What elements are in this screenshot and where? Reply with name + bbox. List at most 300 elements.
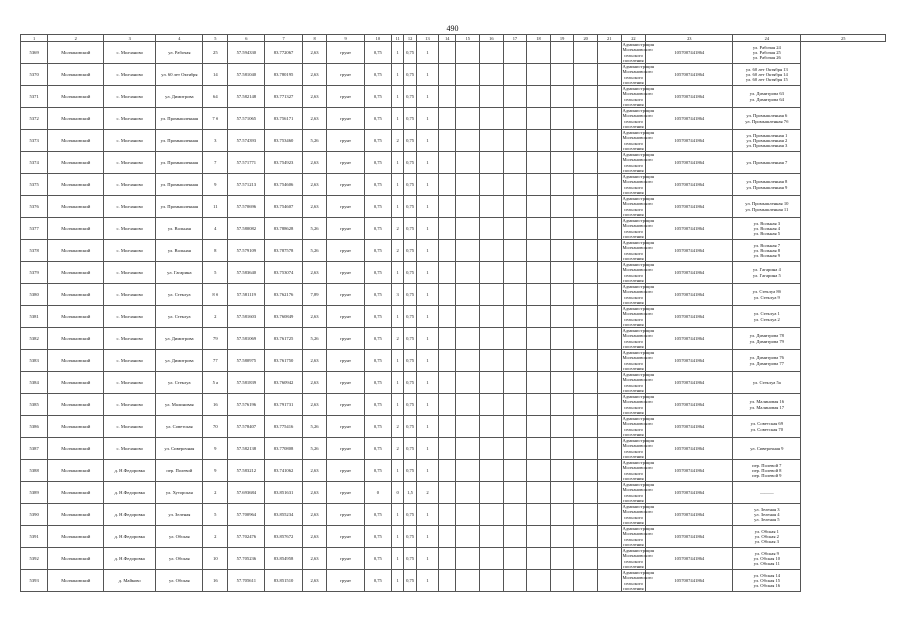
cell-district: Молчановский bbox=[48, 130, 104, 152]
cell-settlement: с. Молчаново bbox=[104, 438, 156, 460]
cell-settlement: с. Молчаново bbox=[104, 130, 156, 152]
cell-empty bbox=[503, 460, 527, 482]
address-line: ул. Промышленная 3 bbox=[746, 143, 788, 149]
cell-empty bbox=[439, 438, 456, 460]
cell-lat: 57.594330 bbox=[228, 42, 265, 64]
cell-area: 2,63 bbox=[302, 526, 327, 548]
cell-inn: 1057007441864 bbox=[646, 42, 733, 64]
column-number-cell: 4 bbox=[156, 35, 203, 42]
cell-owner bbox=[621, 262, 654, 284]
cell-house: 2 bbox=[203, 306, 228, 328]
owner-line: Администрация bbox=[622, 504, 654, 510]
cell-empty bbox=[527, 570, 551, 592]
cell-lat: 57.582148 bbox=[228, 86, 265, 108]
cell-district: Молчановский bbox=[48, 394, 104, 416]
cell-street: ул. Малиновая bbox=[156, 394, 203, 416]
cell-inn: 1057007441864 bbox=[646, 152, 733, 174]
cell-area: 2,63 bbox=[302, 482, 327, 504]
cell-street: ул. Промышленная bbox=[156, 130, 203, 152]
cell-c11: 0,75 bbox=[364, 350, 391, 372]
cell-empty bbox=[480, 130, 504, 152]
cell-settlement: д. Н.Федоровка bbox=[104, 526, 156, 548]
cell-settlement: с. Молчаново bbox=[104, 86, 156, 108]
cell-n: 5386 bbox=[21, 416, 48, 438]
address-line: ул. Промышленная 2 bbox=[746, 137, 788, 143]
cell-settlement: с. Молчаново bbox=[104, 306, 156, 328]
cell-empty bbox=[456, 372, 480, 394]
cell-empty bbox=[597, 174, 621, 196]
cell-surface: грунт bbox=[327, 350, 364, 372]
cell-addresses bbox=[733, 328, 801, 350]
owner-line: Администрация bbox=[622, 548, 654, 554]
cell-lat: 57.705236 bbox=[228, 548, 265, 570]
cell-settlement: с. Молчаново bbox=[104, 240, 156, 262]
cell-settlement: с. Молчаново bbox=[104, 196, 156, 218]
owner-line: Администрация bbox=[622, 262, 654, 268]
cell-empty bbox=[574, 328, 598, 350]
cell-empty bbox=[574, 152, 598, 174]
cell-c13: 0,75 bbox=[404, 42, 416, 64]
cell-c13: 0,75 bbox=[404, 108, 416, 130]
cell-c12: 2 bbox=[391, 130, 403, 152]
cell-c14: 1 bbox=[416, 394, 438, 416]
cell-house: 79 bbox=[203, 328, 228, 350]
cell-district: Молчановский bbox=[48, 570, 104, 592]
cell-area: 2,63 bbox=[302, 306, 327, 328]
cell-house: 9 bbox=[203, 174, 228, 196]
cell-c12: 2 bbox=[391, 240, 403, 262]
cell-street: ул. Сиверочная bbox=[156, 438, 203, 460]
cell-lat: 57.570696 bbox=[228, 196, 265, 218]
address-line: ул. Обская 10 bbox=[753, 555, 781, 561]
cell-addresses bbox=[733, 42, 801, 64]
cell-c12: 1 bbox=[391, 460, 403, 482]
cell-c13: 0,75 bbox=[404, 504, 416, 526]
cell-c12: 1 bbox=[391, 262, 403, 284]
cell-empty bbox=[550, 548, 574, 570]
table-row bbox=[21, 284, 886, 306]
cell-street: пер. Полевой bbox=[156, 460, 203, 482]
table-row bbox=[21, 394, 886, 416]
cell-street: ул. Обская bbox=[156, 548, 203, 570]
cell-inn: 1057007441864 bbox=[646, 196, 733, 218]
cell-empty bbox=[597, 284, 621, 306]
cell-c13: 0,75 bbox=[404, 218, 416, 240]
cell-house: 4 bbox=[203, 218, 228, 240]
cell-empty bbox=[456, 548, 480, 570]
cell-house: 64 bbox=[203, 86, 228, 108]
cell-empty bbox=[574, 196, 598, 218]
column-number-cell: 20 bbox=[574, 35, 598, 42]
column-number-cell: 10 bbox=[364, 35, 391, 42]
cell-empty bbox=[456, 328, 480, 350]
owner-line: поселения bbox=[623, 519, 644, 525]
cell-addresses bbox=[733, 86, 801, 108]
owner-line: Молчановского сельского bbox=[622, 443, 653, 454]
cell-c14: 1 bbox=[416, 108, 438, 130]
address-line: ул. Обская 16 bbox=[753, 583, 781, 589]
address-line: пер. Полевой 8 bbox=[752, 467, 782, 473]
cell-c14: 1 bbox=[416, 328, 438, 350]
owner-line: Молчановского сельского bbox=[622, 179, 653, 190]
cell-district: Молчановский bbox=[48, 262, 104, 284]
cell-empty bbox=[456, 42, 480, 64]
cell-empty bbox=[597, 350, 621, 372]
cell-street: ул. Стеклуа bbox=[156, 372, 203, 394]
cell-empty bbox=[456, 482, 480, 504]
cell-c12: 1 bbox=[391, 394, 403, 416]
cell-c11: 0,75 bbox=[364, 174, 391, 196]
cell-c14: 1 bbox=[416, 86, 438, 108]
cell-empty bbox=[527, 152, 551, 174]
cell-empty bbox=[480, 416, 504, 438]
cell-surface: грунт bbox=[327, 416, 364, 438]
owner-line: Администрация bbox=[622, 372, 654, 378]
cell-street: ул. Промышленная bbox=[156, 174, 203, 196]
cell-area: 7,89 bbox=[302, 284, 327, 306]
column-number-cell: 1 bbox=[21, 35, 48, 42]
cell-n: 5387 bbox=[21, 438, 48, 460]
cell-c14: 1 bbox=[416, 350, 438, 372]
cell-empty bbox=[439, 350, 456, 372]
cell-empty bbox=[527, 372, 551, 394]
cell-empty bbox=[550, 174, 574, 196]
table-row bbox=[21, 306, 886, 328]
cell-c13: 0,75 bbox=[404, 64, 416, 86]
cell-empty bbox=[550, 86, 574, 108]
cell-c11: 0,75 bbox=[364, 152, 391, 174]
cell-empty bbox=[439, 504, 456, 526]
cell-area: 2,63 bbox=[302, 394, 327, 416]
cell-addresses bbox=[733, 64, 801, 86]
owner-line: Молчановского сельского bbox=[622, 355, 653, 366]
cell-street: ул. Стеклуа bbox=[156, 306, 203, 328]
address-line: ул. Обская 9 bbox=[754, 550, 779, 556]
cell-house: 77 bbox=[203, 350, 228, 372]
cell-district: Молчановский bbox=[48, 174, 104, 196]
address-line: ул. Промышленная 1 bbox=[746, 132, 788, 138]
cell-street: ул. Зеленая bbox=[156, 504, 203, 526]
cell-empty bbox=[550, 262, 574, 284]
cell-c14: 1 bbox=[416, 64, 438, 86]
cell-settlement: д. Н.Федоровка bbox=[104, 504, 156, 526]
cell-c13: 0,75 bbox=[404, 394, 416, 416]
cell-street: ул. Димитрова bbox=[156, 86, 203, 108]
cell-lat: 57.693684 bbox=[228, 482, 265, 504]
column-number-cell: 24 bbox=[733, 35, 801, 42]
cell-district: Молчановский bbox=[48, 152, 104, 174]
cell-owner bbox=[621, 482, 654, 504]
owner-line: поселения bbox=[623, 409, 644, 415]
cell-surface: грунт bbox=[327, 152, 364, 174]
cell-house: 2 bbox=[203, 482, 228, 504]
cell-empty bbox=[597, 548, 621, 570]
owner-line: Молчановского сельского bbox=[622, 575, 653, 586]
cell-lat: 57.574393 bbox=[228, 130, 265, 152]
cell-addresses bbox=[733, 350, 801, 372]
column-number-cell: 7 bbox=[265, 35, 302, 42]
cell-c14: 1 bbox=[416, 306, 438, 328]
owner-line: поселения bbox=[623, 321, 644, 327]
cell-empty bbox=[527, 504, 551, 526]
cell-empty bbox=[527, 130, 551, 152]
cell-district: Молчановский bbox=[48, 240, 104, 262]
cell-area: 2,63 bbox=[302, 152, 327, 174]
cell-lat: 57.583640 bbox=[228, 262, 265, 284]
cell-empty bbox=[503, 548, 527, 570]
cell-empty bbox=[574, 460, 598, 482]
cell-district: Молчановский bbox=[48, 218, 104, 240]
cell-lon: 83.756171 bbox=[265, 108, 302, 130]
owner-line: поселения bbox=[623, 343, 644, 349]
cell-lon: 83.854958 bbox=[265, 548, 302, 570]
cell-empty bbox=[550, 284, 574, 306]
cell-settlement: с. Молчаново bbox=[104, 174, 156, 196]
cell-house: 2 bbox=[203, 526, 228, 548]
cell-district: Молчановский bbox=[48, 372, 104, 394]
cell-empty bbox=[439, 86, 456, 108]
cell-settlement: с. Молчаново bbox=[104, 218, 156, 240]
cell-empty bbox=[527, 196, 551, 218]
owner-line: поселения bbox=[623, 189, 644, 195]
cell-empty bbox=[439, 174, 456, 196]
cell-empty bbox=[574, 284, 598, 306]
cell-empty bbox=[597, 416, 621, 438]
cell-empty bbox=[597, 306, 621, 328]
owner-line: поселения bbox=[623, 101, 644, 107]
cell-area: 5,26 bbox=[302, 438, 327, 460]
table-body bbox=[21, 42, 886, 592]
table-row bbox=[21, 460, 886, 482]
cell-owner bbox=[621, 218, 654, 240]
cell-c12: 1 bbox=[391, 108, 403, 130]
cell-n: 5381 bbox=[21, 306, 48, 328]
cell-district: Молчановский bbox=[48, 438, 104, 460]
cell-c13: 0,75 bbox=[404, 526, 416, 548]
cell-surface: грунт bbox=[327, 218, 364, 240]
table-row bbox=[21, 548, 886, 570]
cell-empty bbox=[456, 86, 480, 108]
cell-c13: 0,75 bbox=[404, 262, 416, 284]
cell-empty bbox=[456, 196, 480, 218]
cell-empty bbox=[597, 262, 621, 284]
cell-empty bbox=[527, 548, 551, 570]
address-line: ул. Димитрова 77 bbox=[749, 360, 784, 366]
cell-owner bbox=[621, 108, 654, 130]
cell-street: ул. 60 лет Октября bbox=[156, 64, 203, 86]
cell-empty bbox=[597, 482, 621, 504]
cell-empty bbox=[597, 526, 621, 548]
address-line: ул. Стеклуа 1 bbox=[753, 311, 780, 317]
cell-owner bbox=[621, 64, 654, 86]
table-row bbox=[21, 350, 886, 372]
cell-empty bbox=[503, 196, 527, 218]
cell-surface: грунт bbox=[327, 240, 364, 262]
cell-empty bbox=[503, 174, 527, 196]
owner-line: Молчановского сельского bbox=[622, 421, 653, 432]
cell-c14: 1 bbox=[416, 438, 438, 460]
cell-empty bbox=[439, 152, 456, 174]
cell-surface: грунт bbox=[327, 570, 364, 592]
cell-empty bbox=[439, 42, 456, 64]
cell-empty bbox=[574, 262, 598, 284]
cell-c12: 1 bbox=[391, 306, 403, 328]
cell-district: Молчановский bbox=[48, 548, 104, 570]
cell-c12: 1 bbox=[391, 504, 403, 526]
cell-c14: 1 bbox=[416, 262, 438, 284]
cell-empty bbox=[527, 526, 551, 548]
cell-addresses bbox=[733, 262, 801, 284]
cell-addresses bbox=[733, 438, 801, 460]
cell-empty bbox=[503, 504, 527, 526]
cell-empty bbox=[574, 218, 598, 240]
cell-empty bbox=[439, 482, 456, 504]
cell-owner bbox=[621, 306, 654, 328]
cell-surface: грунт bbox=[327, 86, 364, 108]
cell-c12: 2 bbox=[391, 218, 403, 240]
cell-street: ул. Димитрова bbox=[156, 350, 203, 372]
cell-empty bbox=[503, 526, 527, 548]
cell-empty bbox=[503, 438, 527, 460]
cell-empty bbox=[597, 372, 621, 394]
cell-lat: 57.571771 bbox=[228, 152, 265, 174]
cell-owner bbox=[621, 504, 654, 526]
address-line: ул. 60 лет Октября 14 bbox=[745, 71, 788, 77]
address-line: ул. Гагарина 4 bbox=[752, 267, 781, 273]
table-row bbox=[21, 438, 886, 460]
cell-inn: 1057007441864 bbox=[646, 438, 733, 460]
cell-c11: 0,75 bbox=[364, 262, 391, 284]
cell-street: ул. Промышленная bbox=[156, 152, 203, 174]
owner-line: Молчановского сельского bbox=[622, 311, 653, 322]
cell-house: 7 bbox=[203, 152, 228, 174]
cell-n: 5377 bbox=[21, 218, 48, 240]
cell-addresses bbox=[733, 306, 801, 328]
cell-owner bbox=[621, 174, 654, 196]
cell-surface: грунт bbox=[327, 42, 364, 64]
cell-lon: 83.775416 bbox=[265, 416, 302, 438]
address-line: ул. Вольная 4 bbox=[753, 225, 781, 231]
owner-line: Молчановского сельского bbox=[622, 47, 653, 58]
cell-c12: 2 bbox=[391, 416, 403, 438]
column-number-cell: 5 bbox=[203, 35, 228, 42]
cell-n: 5378 bbox=[21, 240, 48, 262]
cell-empty bbox=[439, 262, 456, 284]
cell-addresses bbox=[733, 394, 801, 416]
address-line: пер. Полевой 9 bbox=[752, 473, 782, 479]
address-line: ул. 60 лет Октября 15 bbox=[745, 77, 788, 83]
cell-empty bbox=[439, 196, 456, 218]
cell-empty bbox=[527, 460, 551, 482]
owner-line: поселения bbox=[623, 387, 644, 393]
cell-c11: 0,75 bbox=[364, 108, 391, 130]
owner-line: поселения bbox=[623, 57, 644, 63]
cell-district: Молчановский bbox=[48, 482, 104, 504]
cell-c14: 1 bbox=[416, 240, 438, 262]
cell-addresses bbox=[733, 570, 801, 592]
cell-lat: 57.700964 bbox=[228, 504, 265, 526]
address-line: ул. Обская 1 bbox=[754, 528, 779, 534]
owner-line: Молчановского сельского bbox=[622, 377, 653, 388]
cell-c13: 0,75 bbox=[404, 372, 416, 394]
owner-line: Молчановского сельского bbox=[622, 201, 653, 212]
cell-house: 14 bbox=[203, 64, 228, 86]
cell-c11: 0,75 bbox=[364, 372, 391, 394]
cell-district: Молчановский bbox=[48, 306, 104, 328]
table-row bbox=[21, 218, 886, 240]
cell-owner bbox=[621, 416, 654, 438]
owner-line: поселения bbox=[623, 79, 644, 85]
owner-line: Администрация bbox=[622, 218, 654, 224]
table-row bbox=[21, 526, 886, 548]
data-table bbox=[20, 34, 886, 592]
cell-lat: 57.579109 bbox=[228, 240, 265, 262]
cell-empty bbox=[456, 570, 480, 592]
cell-c11: 0,75 bbox=[364, 86, 391, 108]
cell-inn: 1057007441864 bbox=[646, 372, 733, 394]
cell-addresses bbox=[733, 196, 801, 218]
cell-surface: грунт bbox=[327, 284, 364, 306]
cell-empty bbox=[439, 570, 456, 592]
table-row bbox=[21, 174, 886, 196]
owner-line: поселения bbox=[623, 431, 644, 437]
owner-line: Администрация bbox=[622, 86, 654, 92]
cell-c14: 1 bbox=[416, 416, 438, 438]
cell-street: ул. Промышленная bbox=[156, 196, 203, 218]
owner-line: Молчановского сельского bbox=[622, 333, 653, 344]
cell-empty bbox=[527, 416, 551, 438]
cell-empty bbox=[550, 306, 574, 328]
cell-area: 2,63 bbox=[302, 504, 327, 526]
cell-empty bbox=[439, 328, 456, 350]
cell-c11: 0,75 bbox=[364, 240, 391, 262]
cell-district: Молчановский bbox=[48, 42, 104, 64]
owner-line: Администрация bbox=[622, 394, 654, 400]
cell-n: 5370 bbox=[21, 64, 48, 86]
cell-c11: 0,75 bbox=[364, 42, 391, 64]
cell-addresses bbox=[733, 174, 801, 196]
owner-line: Администрация bbox=[622, 438, 654, 444]
cell-lon: 83.851631 bbox=[265, 482, 302, 504]
cell-n: 5388 bbox=[21, 460, 48, 482]
cell-empty bbox=[456, 284, 480, 306]
cell-empty bbox=[439, 548, 456, 570]
cell-empty bbox=[503, 262, 527, 284]
cell-settlement: с. Молчаново bbox=[104, 108, 156, 130]
cell-empty bbox=[503, 86, 527, 108]
cell-lon: 83.772067 bbox=[265, 42, 302, 64]
owner-line: Молчановского сельского bbox=[622, 399, 653, 410]
cell-inn: 1057007441864 bbox=[646, 130, 733, 152]
address-line: пер. Полевой 7 bbox=[752, 462, 782, 468]
cell-empty bbox=[597, 394, 621, 416]
owner-line: Молчановского сельского bbox=[622, 487, 653, 498]
column-number-cell: 3 bbox=[104, 35, 156, 42]
owner-line: Администрация bbox=[622, 306, 654, 312]
cell-c11: 0,75 bbox=[364, 394, 391, 416]
cell-area: 5,26 bbox=[302, 240, 327, 262]
owner-line: поселения bbox=[623, 167, 644, 173]
cell-empty bbox=[574, 174, 598, 196]
cell-empty bbox=[527, 262, 551, 284]
owner-line: Молчановского сельского bbox=[622, 245, 653, 256]
cell-c12: 2 bbox=[391, 328, 403, 350]
table-row bbox=[21, 240, 886, 262]
cell-empty bbox=[480, 460, 504, 482]
cell-district: Молчановский bbox=[48, 416, 104, 438]
column-number-cell: 17 bbox=[503, 35, 527, 42]
table-row bbox=[21, 196, 886, 218]
